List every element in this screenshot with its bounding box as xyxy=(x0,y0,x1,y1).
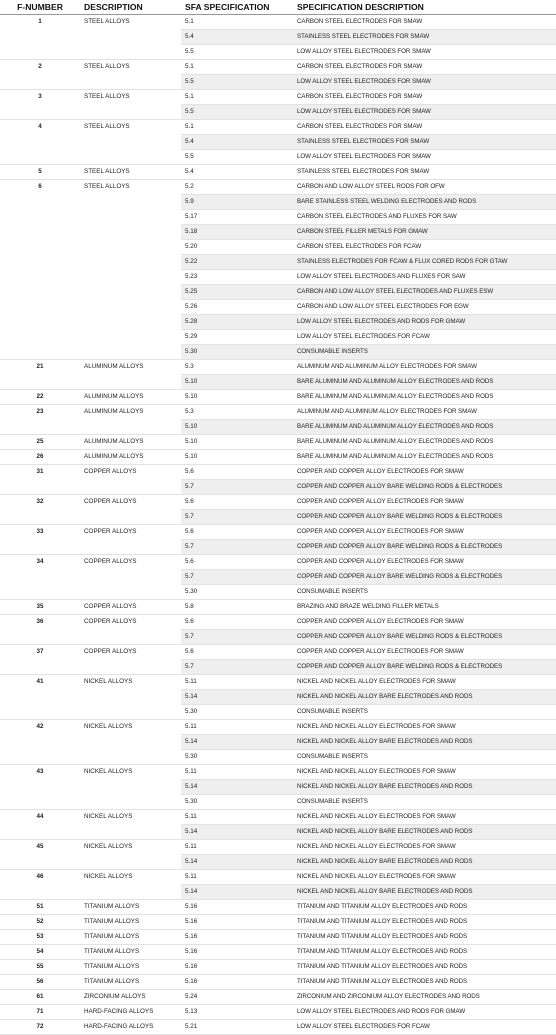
sfa-cell: 5.21 xyxy=(181,1020,293,1035)
spec-description-cell: CONSUMABLE INSERTS xyxy=(293,585,556,600)
description-cell: STEEL ALLOYS xyxy=(80,180,181,360)
spec-description-cell: CONSUMABLE INSERTS xyxy=(293,795,556,810)
sfa-cell: 5.16 xyxy=(181,960,293,975)
table-row xyxy=(0,960,556,975)
table-row xyxy=(0,840,556,855)
table-row xyxy=(0,645,556,660)
sfa-cell: 5.22 xyxy=(181,255,293,270)
spec-description-cell: LOW ALLOY STEEL ELECTRODES FOR FCAW xyxy=(293,1020,556,1035)
spec-description-cell: CONSUMABLE INSERTS xyxy=(293,345,556,360)
sfa-cell: 5.6 xyxy=(181,495,293,510)
sfa-cell: 5.7 xyxy=(181,510,293,525)
spec-description-cell: NICKEL AND NICKEL ALLOY ELECTRODES FOR SMAW xyxy=(293,765,556,780)
sfa-cell: 5.16 xyxy=(181,915,293,930)
table-row xyxy=(0,360,556,375)
f-number-cell: 25 xyxy=(0,435,80,450)
description-cell: TITANIUM ALLOYS xyxy=(80,945,181,960)
description-cell: ALUMINUM ALLOYS xyxy=(80,390,181,405)
f-number-cell: 54 xyxy=(0,945,80,960)
sfa-cell: 5.10 xyxy=(181,420,293,435)
description-cell: STEEL ALLOYS xyxy=(80,60,181,90)
table-row xyxy=(0,765,556,780)
sfa-cell: 5.6 xyxy=(181,555,293,570)
f-number-cell: 4 xyxy=(0,120,80,165)
spec-description-cell: NICKEL AND NICKEL ALLOY BARE ELECTRODES AND RODS xyxy=(293,855,556,870)
description-cell: COPPER ALLOYS xyxy=(80,495,181,525)
sfa-cell: 5.16 xyxy=(181,900,293,915)
sfa-cell: 5.30 xyxy=(181,705,293,720)
spec-description-cell: STAINLESS STEEL ELECTRODES FOR SMAW xyxy=(293,135,556,150)
sfa-cell: 5.10 xyxy=(181,375,293,390)
header-description: DESCRIPTION xyxy=(80,0,181,15)
sfa-cell: 5.4 xyxy=(181,30,293,45)
spec-description-cell: COPPER AND COPPER ALLOY BARE WELDING RODS & ELECTRODES xyxy=(293,540,556,555)
sfa-cell: 5.5 xyxy=(181,75,293,90)
sfa-cell: 5.16 xyxy=(181,945,293,960)
spec-description-cell: COPPER AND COPPER ALLOY ELECTRODES FOR SMAW xyxy=(293,465,556,480)
spec-description-cell: TITANIUM AND TITANIUM ALLOY ELECTRODES AND RODS xyxy=(293,915,556,930)
sfa-cell: 5.11 xyxy=(181,810,293,825)
f-number-cell: 33 xyxy=(0,525,80,555)
spec-description-cell: BRAZING AND BRAZE WELDING FILLER METALS xyxy=(293,600,556,615)
description-cell: TITANIUM ALLOYS xyxy=(80,930,181,945)
spec-description-cell: COPPER AND COPPER ALLOY BARE WELDING RODS & ELECTRODES xyxy=(293,510,556,525)
sfa-cell: 5.7 xyxy=(181,570,293,585)
f-number-cell: 52 xyxy=(0,915,80,930)
spec-description-cell: ZIRCONIUM AND ZIRCONIUM ALLOY ELECTRODES AND RODS xyxy=(293,990,556,1005)
spec-description-cell: NICKEL AND NICKEL ALLOY ELECTRODES FOR SMAW xyxy=(293,870,556,885)
table-row xyxy=(0,390,556,405)
description-cell: NICKEL ALLOYS xyxy=(80,720,181,765)
f-number-cell: 51 xyxy=(0,900,80,915)
f-number-cell: 31 xyxy=(0,465,80,495)
sfa-cell: 5.14 xyxy=(181,855,293,870)
f-number-cell: 1 xyxy=(0,15,80,60)
sfa-cell: 5.20 xyxy=(181,240,293,255)
description-cell: TITANIUM ALLOYS xyxy=(80,960,181,975)
spec-description-cell: STAINLESS STEEL ELECTRODES FOR SMAW xyxy=(293,165,556,180)
spec-description-cell: COPPER AND COPPER ALLOY ELECTRODES FOR SMAW xyxy=(293,525,556,540)
sfa-cell: 5.4 xyxy=(181,135,293,150)
sfa-cell: 5.30 xyxy=(181,750,293,765)
sfa-cell: 5.7 xyxy=(181,660,293,675)
header-f-number: F-NUMBER xyxy=(0,0,80,15)
f-number-cell: 22 xyxy=(0,390,80,405)
description-cell: STEEL ALLOYS xyxy=(80,15,181,60)
spec-description-cell: NICKEL AND NICKEL ALLOY ELECTRODES FOR SMAW xyxy=(293,840,556,855)
spec-description-cell: CARBON STEEL FILLER METALS FOR GMAW xyxy=(293,225,556,240)
sfa-cell: 5.1 xyxy=(181,120,293,135)
f-number-cell: 46 xyxy=(0,870,80,900)
sfa-cell: 5.11 xyxy=(181,870,293,885)
description-cell: HARD-FACING ALLOYS xyxy=(80,1020,181,1035)
sfa-cell: 5.25 xyxy=(181,285,293,300)
sfa-cell: 5.4 xyxy=(181,165,293,180)
spec-description-cell: LOW ALLOY STEEL ELECTRODES AND FLUXES FOR SAW xyxy=(293,270,556,285)
f-number-cell: 21 xyxy=(0,360,80,390)
description-cell: NICKEL ALLOYS xyxy=(80,840,181,870)
sfa-cell: 5.10 xyxy=(181,435,293,450)
spec-description-cell: CARBON STEEL ELECTRODES FOR SMAW xyxy=(293,120,556,135)
sfa-cell: 5.13 xyxy=(181,1005,293,1020)
sfa-cell: 5.10 xyxy=(181,450,293,465)
table-row xyxy=(0,915,556,930)
f-number-cell: 35 xyxy=(0,600,80,615)
table-row xyxy=(0,675,556,690)
spec-description-cell: BARE ALUMINUM AND ALUMINUM ALLOY ELECTRODES AND RODS xyxy=(293,375,556,390)
f-number-cell: 37 xyxy=(0,645,80,675)
f-number-cell: 32 xyxy=(0,495,80,525)
sfa-cell: 5.5 xyxy=(181,105,293,120)
description-cell: STEEL ALLOYS xyxy=(80,90,181,120)
header-specification-description: SPECIFICATION DESCRIPTION xyxy=(293,0,556,15)
sfa-cell: 5.6 xyxy=(181,615,293,630)
spec-description-cell: COPPER AND COPPER ALLOY ELECTRODES FOR SMAW xyxy=(293,555,556,570)
table-row xyxy=(0,165,556,180)
table-row xyxy=(0,525,556,540)
sfa-cell: 5.18 xyxy=(181,225,293,240)
sfa-cell: 5.30 xyxy=(181,795,293,810)
spec-description-cell: NICKEL AND NICKEL ALLOY BARE ELECTRODES AND RODS xyxy=(293,780,556,795)
spec-description-cell: CONSUMABLE INSERTS xyxy=(293,750,556,765)
spec-description-cell: CARBON STEEL ELECTRODES FOR SMAW xyxy=(293,15,556,30)
spec-description-cell: TITANIUM AND TITANIUM ALLOY ELECTRODES AND RODS xyxy=(293,900,556,915)
spec-description-cell: CARBON STEEL ELECTRODES AND FLUXES FOR SAW xyxy=(293,210,556,225)
sfa-cell: 5.2 xyxy=(181,180,293,195)
spec-description-cell: LOW ALLOY STEEL ELECTRODES FOR SMAW xyxy=(293,75,556,90)
table-row xyxy=(0,615,556,630)
sfa-cell: 5.11 xyxy=(181,675,293,690)
spec-description-cell: COPPER AND COPPER ALLOY BARE WELDING RODS & ELECTRODES xyxy=(293,570,556,585)
description-cell: TITANIUM ALLOYS xyxy=(80,975,181,990)
table-row xyxy=(0,495,556,510)
sfa-cell: 5.29 xyxy=(181,330,293,345)
spec-description-cell: COPPER AND COPPER ALLOY BARE WELDING RODS & ELECTRODES xyxy=(293,660,556,675)
sfa-cell: 5.11 xyxy=(181,765,293,780)
sfa-cell: 5.7 xyxy=(181,630,293,645)
table-body xyxy=(0,15,556,1035)
table-row xyxy=(0,900,556,915)
description-cell: NICKEL ALLOYS xyxy=(80,870,181,900)
spec-description-cell: TITANIUM AND TITANIUM ALLOY ELECTRODES AND RODS xyxy=(293,975,556,990)
description-cell: ALUMINUM ALLOYS xyxy=(80,360,181,390)
sfa-cell: 5.3 xyxy=(181,405,293,420)
spec-description-cell: CONSUMABLE INSERTS xyxy=(293,705,556,720)
sfa-cell: 5.6 xyxy=(181,525,293,540)
description-cell: COPPER ALLOYS xyxy=(80,555,181,600)
table-row xyxy=(0,555,556,570)
spec-description-cell: STAINLESS STEEL ELECTRODES FOR SMAW xyxy=(293,30,556,45)
spec-description-cell: LOW ALLOY STEEL ELECTRODES FOR SMAW xyxy=(293,45,556,60)
sfa-cell: 5.1 xyxy=(181,90,293,105)
f-number-cell: 42 xyxy=(0,720,80,765)
table-row xyxy=(0,975,556,990)
sfa-cell: 5.7 xyxy=(181,480,293,495)
f-number-cell: 34 xyxy=(0,555,80,600)
description-cell: NICKEL ALLOYS xyxy=(80,675,181,720)
description-cell: HARD-FACING ALLOYS xyxy=(80,1005,181,1020)
sfa-cell: 5.14 xyxy=(181,885,293,900)
spec-description-cell: NICKEL AND NICKEL ALLOY ELECTRODES FOR SMAW xyxy=(293,810,556,825)
f-number-cell: 2 xyxy=(0,60,80,90)
sfa-cell: 5.1 xyxy=(181,15,293,30)
spec-description-cell: STAINLESS ELECTRODES FOR FCAW & FLUX CORED RODS FOR GTAW xyxy=(293,255,556,270)
sfa-cell: 5.9 xyxy=(181,195,293,210)
f-number-cell: 45 xyxy=(0,840,80,870)
table-row xyxy=(0,90,556,105)
sfa-cell: 5.30 xyxy=(181,585,293,600)
table-row xyxy=(0,870,556,885)
spec-description-cell: CARBON STEEL ELECTRODES FOR SMAW xyxy=(293,90,556,105)
sfa-cell: 5.14 xyxy=(181,735,293,750)
sfa-cell: 5.30 xyxy=(181,345,293,360)
table-row xyxy=(0,60,556,75)
spec-description-cell: ALUMINUM AND ALUMINUM ALLOY ELECTRODES FOR SMAW xyxy=(293,405,556,420)
spec-description-cell: LOW ALLOY STEEL ELECTRODES FOR SMAW xyxy=(293,150,556,165)
sfa-cell: 5.10 xyxy=(181,390,293,405)
table-row xyxy=(0,810,556,825)
f-number-cell: 26 xyxy=(0,450,80,465)
sfa-cell: 5.3 xyxy=(181,360,293,375)
table-row xyxy=(0,120,556,135)
spec-description-cell: NICKEL AND NICKEL ALLOY ELECTRODES FOR SMAW xyxy=(293,675,556,690)
sfa-cell: 5.28 xyxy=(181,315,293,330)
sfa-cell: 5.26 xyxy=(181,300,293,315)
sfa-cell: 5.8 xyxy=(181,600,293,615)
spec-description-cell: ALUMINUM AND ALUMINUM ALLOY ELECTRODES FOR SMAW xyxy=(293,360,556,375)
spec-description-cell: CARBON STEEL ELECTRODES FOR SMAW xyxy=(293,60,556,75)
header-sfa-specification: SFA SPECIFICATION xyxy=(181,0,293,15)
spec-description-cell: NICKEL AND NICKEL ALLOY BARE ELECTRODES AND RODS xyxy=(293,690,556,705)
f-number-cell: 41 xyxy=(0,675,80,720)
spec-description-cell: CARBON AND LOW ALLOY STEEL RODS FOR OFW xyxy=(293,180,556,195)
f-number-cell: 55 xyxy=(0,960,80,975)
sfa-cell: 5.11 xyxy=(181,720,293,735)
sfa-cell: 5.16 xyxy=(181,930,293,945)
spec-description-cell: NICKEL AND NICKEL ALLOY ELECTRODES FOR SMAW xyxy=(293,720,556,735)
spec-description-cell: CARBON AND LOW ALLOY STEEL ELECTRODES AND FLUXES ESW xyxy=(293,285,556,300)
f-number-cell: 36 xyxy=(0,615,80,645)
description-cell: TITANIUM ALLOYS xyxy=(80,915,181,930)
spec-description-cell: NICKEL AND NICKEL ALLOY BARE ELECTRODES AND RODS xyxy=(293,735,556,750)
spec-description-cell: LOW ALLOY STEEL ELECTRODES AND RODS FOR GMAW xyxy=(293,315,556,330)
table-row xyxy=(0,720,556,735)
sfa-cell: 5.16 xyxy=(181,975,293,990)
description-cell: TITANIUM ALLOYS xyxy=(80,900,181,915)
sfa-cell: 5.7 xyxy=(181,540,293,555)
sfa-cell: 5.11 xyxy=(181,840,293,855)
description-cell: ALUMINUM ALLOYS xyxy=(80,450,181,465)
description-cell: NICKEL ALLOYS xyxy=(80,810,181,840)
description-cell: NICKEL ALLOYS xyxy=(80,765,181,810)
spec-description-cell: BARE ALUMINUM AND ALUMINUM ALLOY ELECTRODES AND RODS xyxy=(293,450,556,465)
f-number-cell: 5 xyxy=(0,165,80,180)
table-row xyxy=(0,1020,556,1035)
spec-description-cell: TITANIUM AND TITANIUM ALLOY ELECTRODES AND RODS xyxy=(293,930,556,945)
sfa-cell: 5.5 xyxy=(181,45,293,60)
table-row xyxy=(0,930,556,945)
sfa-cell: 5.14 xyxy=(181,690,293,705)
f-number-cell: 23 xyxy=(0,405,80,435)
sfa-cell: 5.17 xyxy=(181,210,293,225)
description-cell: ALUMINUM ALLOYS xyxy=(80,435,181,450)
spec-description-cell: LOW ALLOY STEEL ELECTRODES AND RODS FOR GMAW xyxy=(293,1005,556,1020)
spec-description-cell: COPPER AND COPPER ALLOY ELECTRODES FOR SMAW xyxy=(293,495,556,510)
spec-description-cell: BARE ALUMINUM AND ALUMINUM ALLOY ELECTRODES AND RODS xyxy=(293,420,556,435)
table-row xyxy=(0,1005,556,1020)
sfa-cell: 5.6 xyxy=(181,465,293,480)
description-cell: COPPER ALLOYS xyxy=(80,465,181,495)
description-cell: ZIRCONIUM ALLOYS xyxy=(80,990,181,1005)
spec-description-cell: NICKEL AND NICKEL ALLOY BARE ELECTRODES AND RODS xyxy=(293,885,556,900)
f-number-cell: 43 xyxy=(0,765,80,810)
description-cell: STEEL ALLOYS xyxy=(80,165,181,180)
table-row xyxy=(0,15,556,30)
table-row xyxy=(0,405,556,420)
sfa-cell: 5.24 xyxy=(181,990,293,1005)
sfa-cell: 5.14 xyxy=(181,780,293,795)
spec-description-cell: COPPER AND COPPER ALLOY BARE WELDING RODS & ELECTRODES xyxy=(293,630,556,645)
spec-description-cell: BARE ALUMINUM AND ALUMINUM ALLOY ELECTRODES AND RODS xyxy=(293,390,556,405)
f-number-cell: 3 xyxy=(0,90,80,120)
description-cell: COPPER ALLOYS xyxy=(80,615,181,645)
spec-description-cell: BARE ALUMINUM AND ALUMINUM ALLOY ELECTRODES AND RODS xyxy=(293,435,556,450)
f-number-cell: 71 xyxy=(0,1005,80,1020)
table-row xyxy=(0,990,556,1005)
spec-description-cell: BARE STAINLESS STEEL WELDING ELECTRODES AND RODS xyxy=(293,195,556,210)
spec-description-cell: NICKEL AND NICKEL ALLOY BARE ELECTRODES AND RODS xyxy=(293,825,556,840)
spec-description-cell: TITANIUM AND TITANIUM ALLOY ELECTRODES AND RODS xyxy=(293,945,556,960)
sfa-cell: 5.23 xyxy=(181,270,293,285)
sfa-cell: 5.6 xyxy=(181,645,293,660)
table-row xyxy=(0,600,556,615)
spec-description-cell: COPPER AND COPPER ALLOY ELECTRODES FOR SMAW xyxy=(293,645,556,660)
table-row xyxy=(0,180,556,195)
spec-description-cell: LOW ALLOY STEEL ELECTRODES FOR FCAW xyxy=(293,330,556,345)
f-number-cell: 61 xyxy=(0,990,80,1005)
spec-description-cell: COPPER AND COPPER ALLOY BARE WELDING RODS & ELECTRODES xyxy=(293,480,556,495)
f-number-cell: 6 xyxy=(0,180,80,360)
sfa-cell: 5.14 xyxy=(181,825,293,840)
table-row xyxy=(0,450,556,465)
description-cell: ALUMINUM ALLOYS xyxy=(80,405,181,435)
table-row xyxy=(0,465,556,480)
spec-description-cell: CARBON STEEL ELECTRODES FOR FCAW xyxy=(293,240,556,255)
spec-description-cell: CARBON AND LOW ALLOY STEEL ELECTRODES FOR EGW xyxy=(293,300,556,315)
table-header xyxy=(0,0,556,15)
table-row xyxy=(0,435,556,450)
f-number-cell: 72 xyxy=(0,1020,80,1035)
f-number-cell: 44 xyxy=(0,810,80,840)
description-cell: COPPER ALLOYS xyxy=(80,600,181,615)
description-cell: STEEL ALLOYS xyxy=(80,120,181,165)
spec-description-cell: COPPER AND COPPER ALLOY ELECTRODES FOR SMAW xyxy=(293,615,556,630)
description-cell: COPPER ALLOYS xyxy=(80,525,181,555)
sfa-cell: 5.1 xyxy=(181,60,293,75)
spec-description-cell: LOW ALLOY STEEL ELECTRODES FOR SMAW xyxy=(293,105,556,120)
sfa-cell: 5.5 xyxy=(181,150,293,165)
spec-description-cell: TITANIUM AND TITANIUM ALLOY ELECTRODES AND RODS xyxy=(293,960,556,975)
table-row xyxy=(0,945,556,960)
description-cell: COPPER ALLOYS xyxy=(80,645,181,675)
f-number-cell: 53 xyxy=(0,930,80,945)
f-number-cell: 56 xyxy=(0,975,80,990)
